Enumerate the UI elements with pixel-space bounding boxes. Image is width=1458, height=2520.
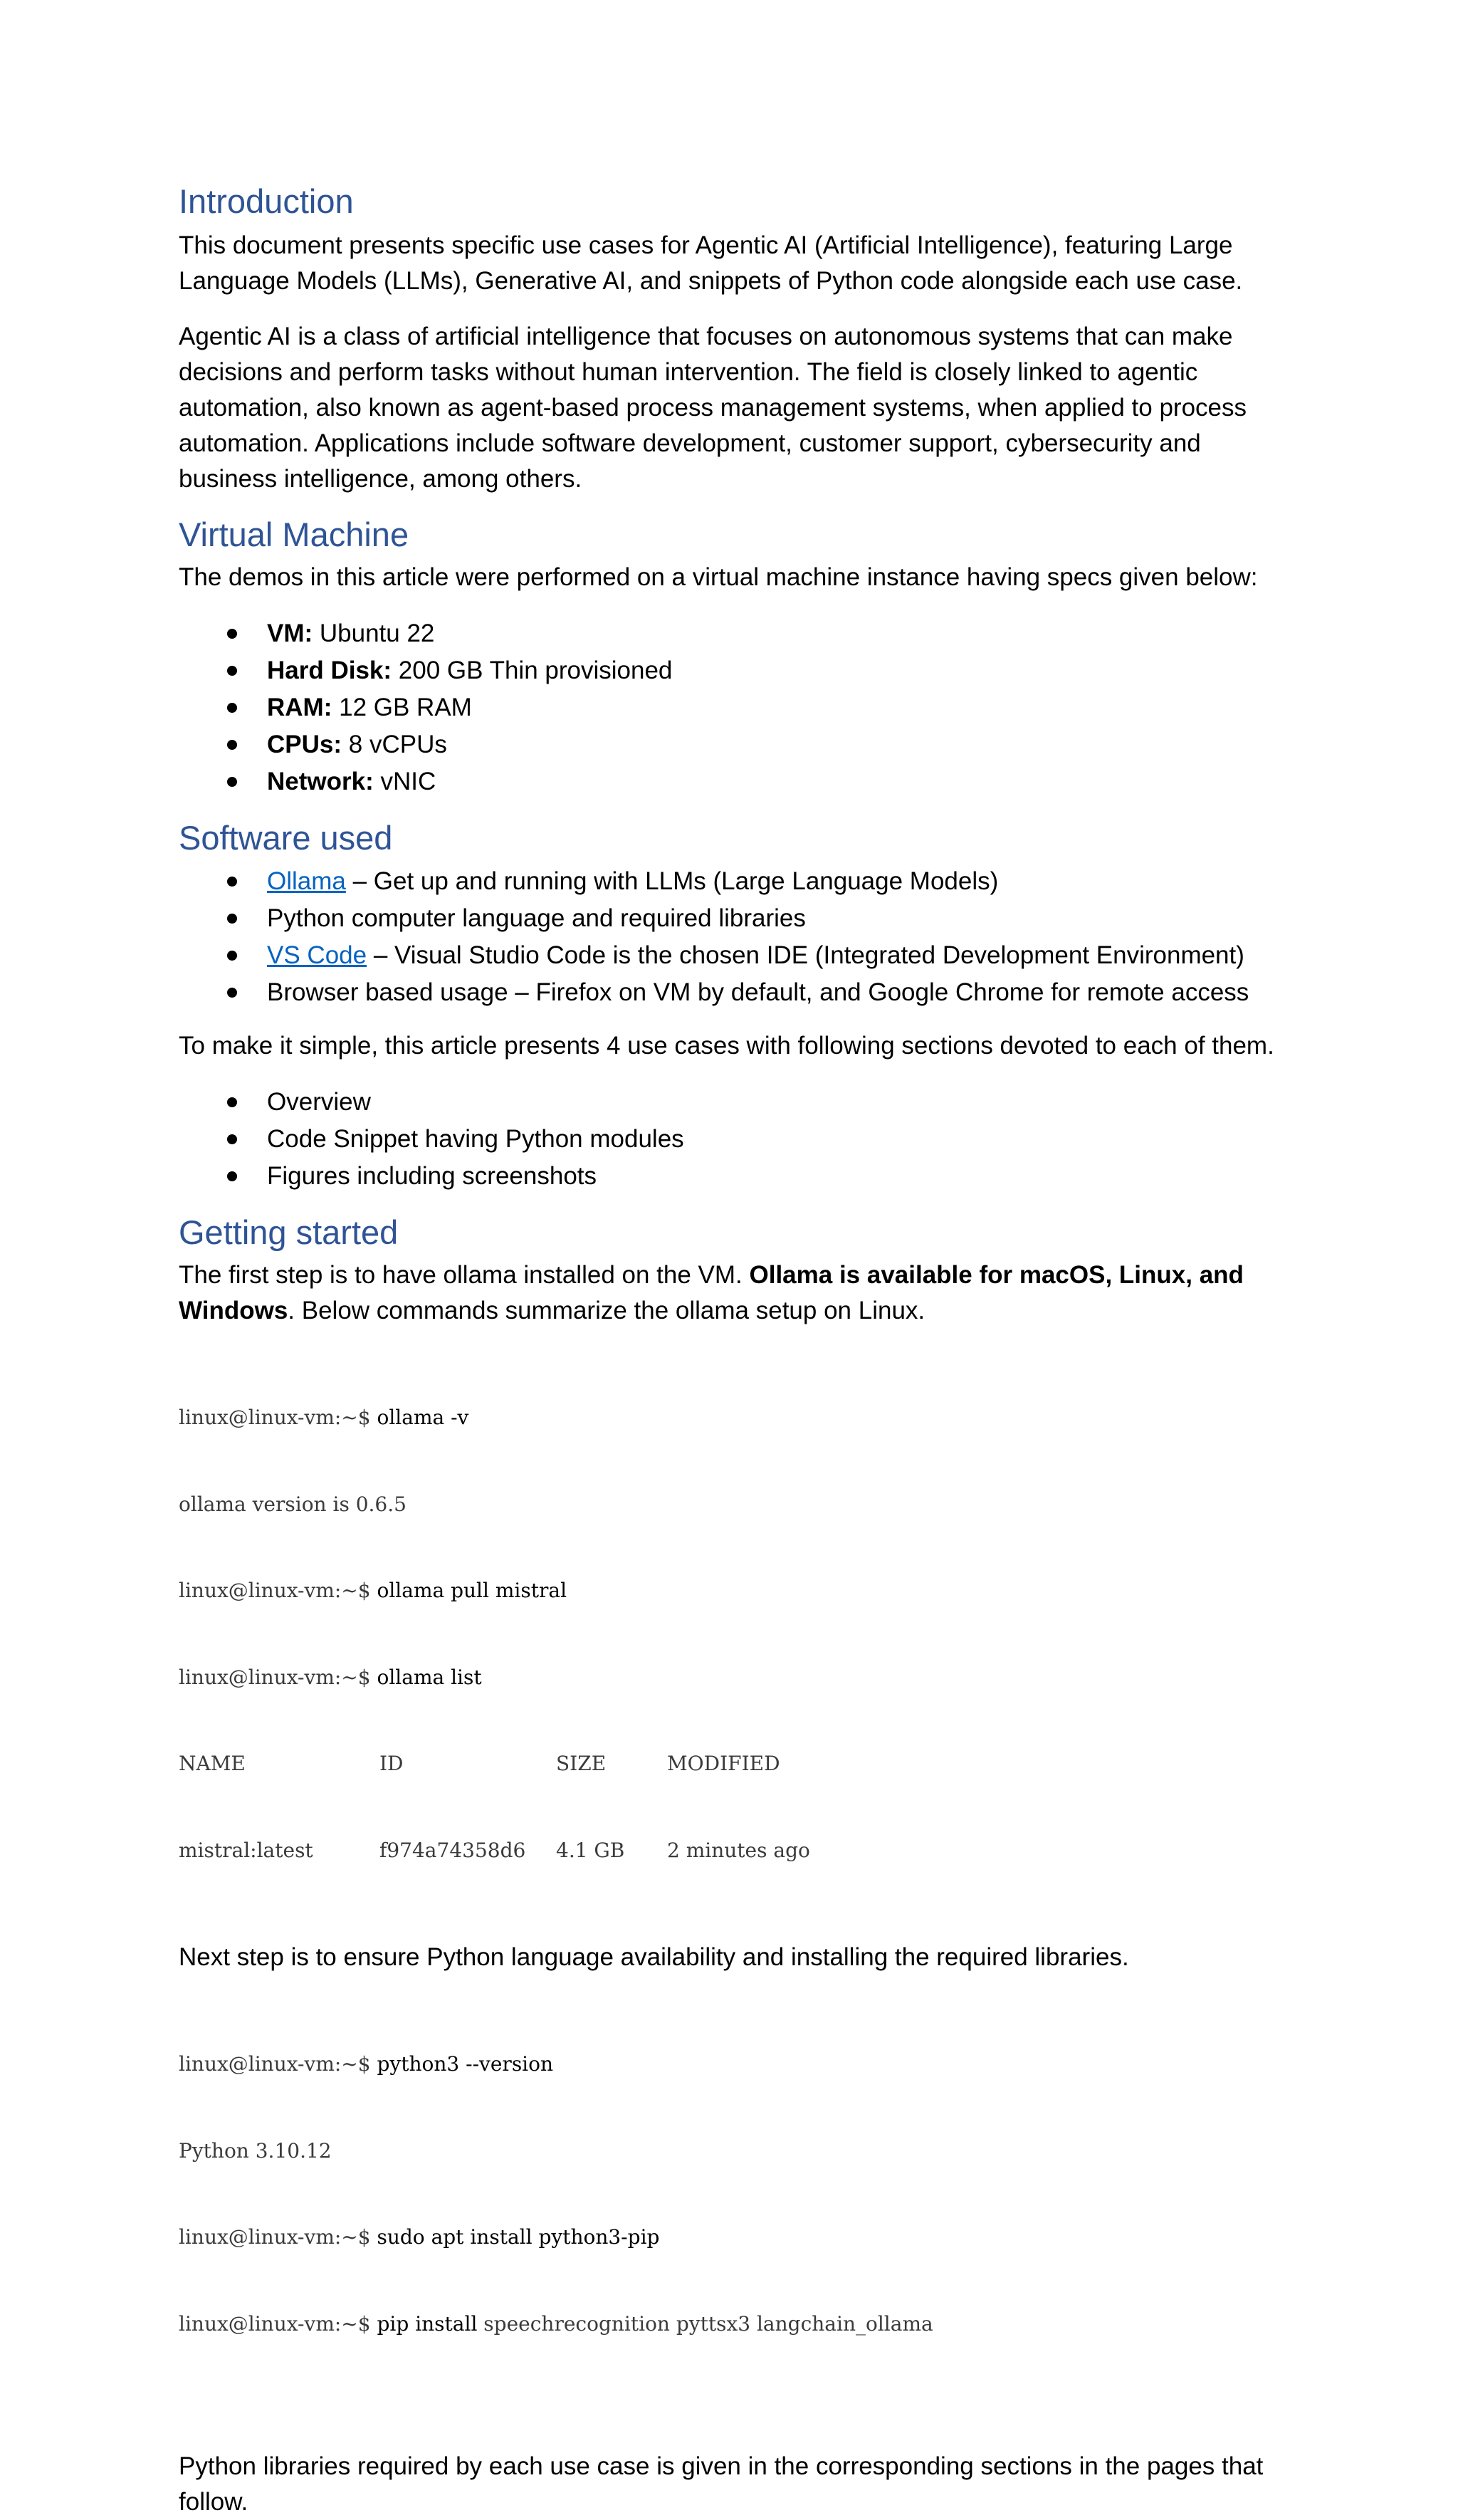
spec-value: vNIC — [373, 768, 436, 795]
table-header-cell: SIZE — [556, 1752, 607, 1775]
spec-value: 12 GB RAM — [332, 694, 472, 721]
bullet-icon — [227, 629, 237, 639]
bullet-icon — [227, 914, 237, 924]
section-item-text: Code Snippet having Python modules — [267, 1125, 684, 1153]
bullet-icon — [227, 740, 237, 750]
software-item-text: – Visual Studio Code is the chosen IDE (Integrated Development Environment) — [367, 941, 1244, 969]
software-item — [179, 937, 1289, 974]
p1-start-text: The first step is to have ollama installed on the VM. — [179, 1261, 750, 1289]
spec-value: 8 vCPUs — [342, 731, 447, 758]
shell-prompt: linux@linux-vm:~$ — [179, 2052, 377, 2076]
code-line — [179, 2050, 1289, 2079]
document-content — [179, 178, 1289, 2520]
software-list — [179, 863, 1289, 1011]
shell-command: python3 --version — [377, 2052, 554, 2076]
getting-started-paragraph-3: Python libraries required by each use case is given in the corresponding sections in the pages that follow. — [179, 2452, 1264, 2516]
software-item — [179, 974, 1289, 1011]
code-line — [179, 1577, 1289, 1606]
vm-spec-item — [179, 615, 1289, 652]
bullet-icon — [227, 777, 237, 787]
model-table-row — [179, 1836, 1289, 1866]
bullet-icon — [227, 1171, 237, 1181]
shell-command: sudo apt install python3-pip — [377, 2225, 660, 2249]
section-item — [179, 1121, 1289, 1158]
section-item-text: Overview — [267, 1088, 371, 1116]
p1-end-text: . Below commands summarize the ollama setup on Linux. — [288, 1297, 925, 1324]
shell-command: ollama pull mistral — [377, 1579, 567, 1602]
spec-label: CPUs: — [267, 731, 342, 758]
shell-prompt: linux@linux-vm:~$ — [179, 1665, 377, 1689]
spec-label: RAM: — [267, 694, 332, 721]
table-header-cell: MODIFIED — [667, 1752, 780, 1775]
software-item-text: Browser based usage – Firefox on VM by default, and Google Chrome for remote access — [267, 978, 1249, 1006]
table-header-cell: ID — [379, 1752, 404, 1775]
software-item-text: Python computer language and required libraries — [267, 904, 806, 932]
code-line — [179, 2223, 1289, 2252]
vs-code-link[interactable]: VS Code — [267, 941, 367, 969]
software-item — [179, 900, 1289, 937]
bullet-icon — [227, 703, 237, 713]
table-cell: 4.1 GB — [556, 1838, 625, 1862]
table-cell: f974a74358d6 — [379, 1838, 526, 1862]
ollama-link[interactable]: Ollama — [267, 867, 346, 895]
bullet-icon — [227, 988, 237, 998]
virtual-machine-heading: Virtual Machine — [179, 516, 409, 553]
ollama-code-block — [179, 1346, 1289, 1923]
section-item — [179, 1158, 1289, 1195]
bullet-icon — [227, 666, 237, 676]
introduction-paragraph-2: Agentic AI is a class of artificial intelligence that focuses on autonomous systems that can make decisions and perform tasks without human intervention. The field is closely linked to agentic automation, also known as agent-based process management systems, when applied to process automation. Applications include software development, customer support, cybersecurity and business intelligence, among others. — [179, 323, 1247, 493]
vm-intro-paragraph: The demos in this article were performed on a virtual machine instance having specs given below: — [179, 563, 1258, 591]
software-item-text: – Get up and running with LLMs (Large Language Models) — [345, 867, 999, 895]
introduction-paragraph-1: This document presents specific use cases for Agentic AI (Artificial Intelligence), featuring Large Language Models (LLMs), Generative AI, and snippets of Python code alongside each use case. — [179, 231, 1243, 295]
code-line: ollama version is 0.6.5 — [179, 1492, 407, 1516]
vm-specs-list — [179, 615, 1289, 800]
table-cell: mistral:latest — [179, 1838, 313, 1862]
code-line — [179, 2310, 1289, 2339]
vm-spec-item — [179, 652, 1289, 689]
bullet-icon — [227, 877, 237, 887]
use-cases-intro-paragraph: To make it simple, this article presents 4 use cases with following sections devoted to each of them. — [179, 1032, 1274, 1060]
getting-started-paragraph-1 — [179, 1258, 1289, 1329]
p1-bold-text: Ollama is available for macOS, Linux, and Windows — [179, 1261, 1244, 1324]
table-cell: 2 minutes ago — [667, 1838, 810, 1862]
shell-command-args: speechrecognition pyttsx3 langchain_ollama — [477, 2311, 933, 2336]
shell-prompt: linux@linux-vm:~$ — [179, 1406, 377, 1429]
section-item-text: Figures including screenshots — [267, 1162, 597, 1190]
model-table-header — [179, 1750, 1289, 1779]
software-used-heading: Software used — [179, 819, 393, 857]
shell-prompt: linux@linux-vm:~$ — [179, 1579, 377, 1602]
bullet-icon — [227, 1134, 237, 1144]
code-line: Python 3.10.12 — [179, 2138, 332, 2163]
vm-spec-item — [179, 726, 1289, 763]
section-item — [179, 1084, 1289, 1121]
shell-command: pip install — [377, 2311, 478, 2336]
python-code-block — [179, 1992, 1289, 2396]
software-item — [179, 863, 1289, 900]
shell-prompt: linux@linux-vm:~$ — [179, 2311, 377, 2336]
spec-label: Network: — [267, 768, 374, 795]
spec-label: Hard Disk: — [267, 657, 392, 684]
spec-value: 200 GB Thin provisioned — [392, 657, 673, 684]
code-line — [179, 1663, 1289, 1693]
bullet-icon — [227, 1097, 237, 1107]
shell-command: ollama -v — [377, 1406, 469, 1429]
getting-started-heading: Getting started — [179, 1213, 399, 1251]
getting-started-paragraph-2: Next step is to ensure Python language availability and installing the required libraries. — [179, 1943, 1129, 1971]
introduction-heading: Introduction — [179, 182, 354, 220]
bullet-icon — [227, 951, 237, 961]
shell-prompt: linux@linux-vm:~$ — [179, 2225, 377, 2249]
table-header-cell: NAME — [179, 1752, 246, 1775]
spec-value: Ubuntu 22 — [313, 619, 435, 647]
use-case-sections-list — [179, 1084, 1289, 1195]
shell-command: ollama list — [377, 1665, 482, 1689]
vm-spec-item — [179, 689, 1289, 726]
vm-spec-item — [179, 763, 1289, 800]
code-line — [179, 1403, 1289, 1433]
spec-label: VM: — [267, 619, 313, 647]
